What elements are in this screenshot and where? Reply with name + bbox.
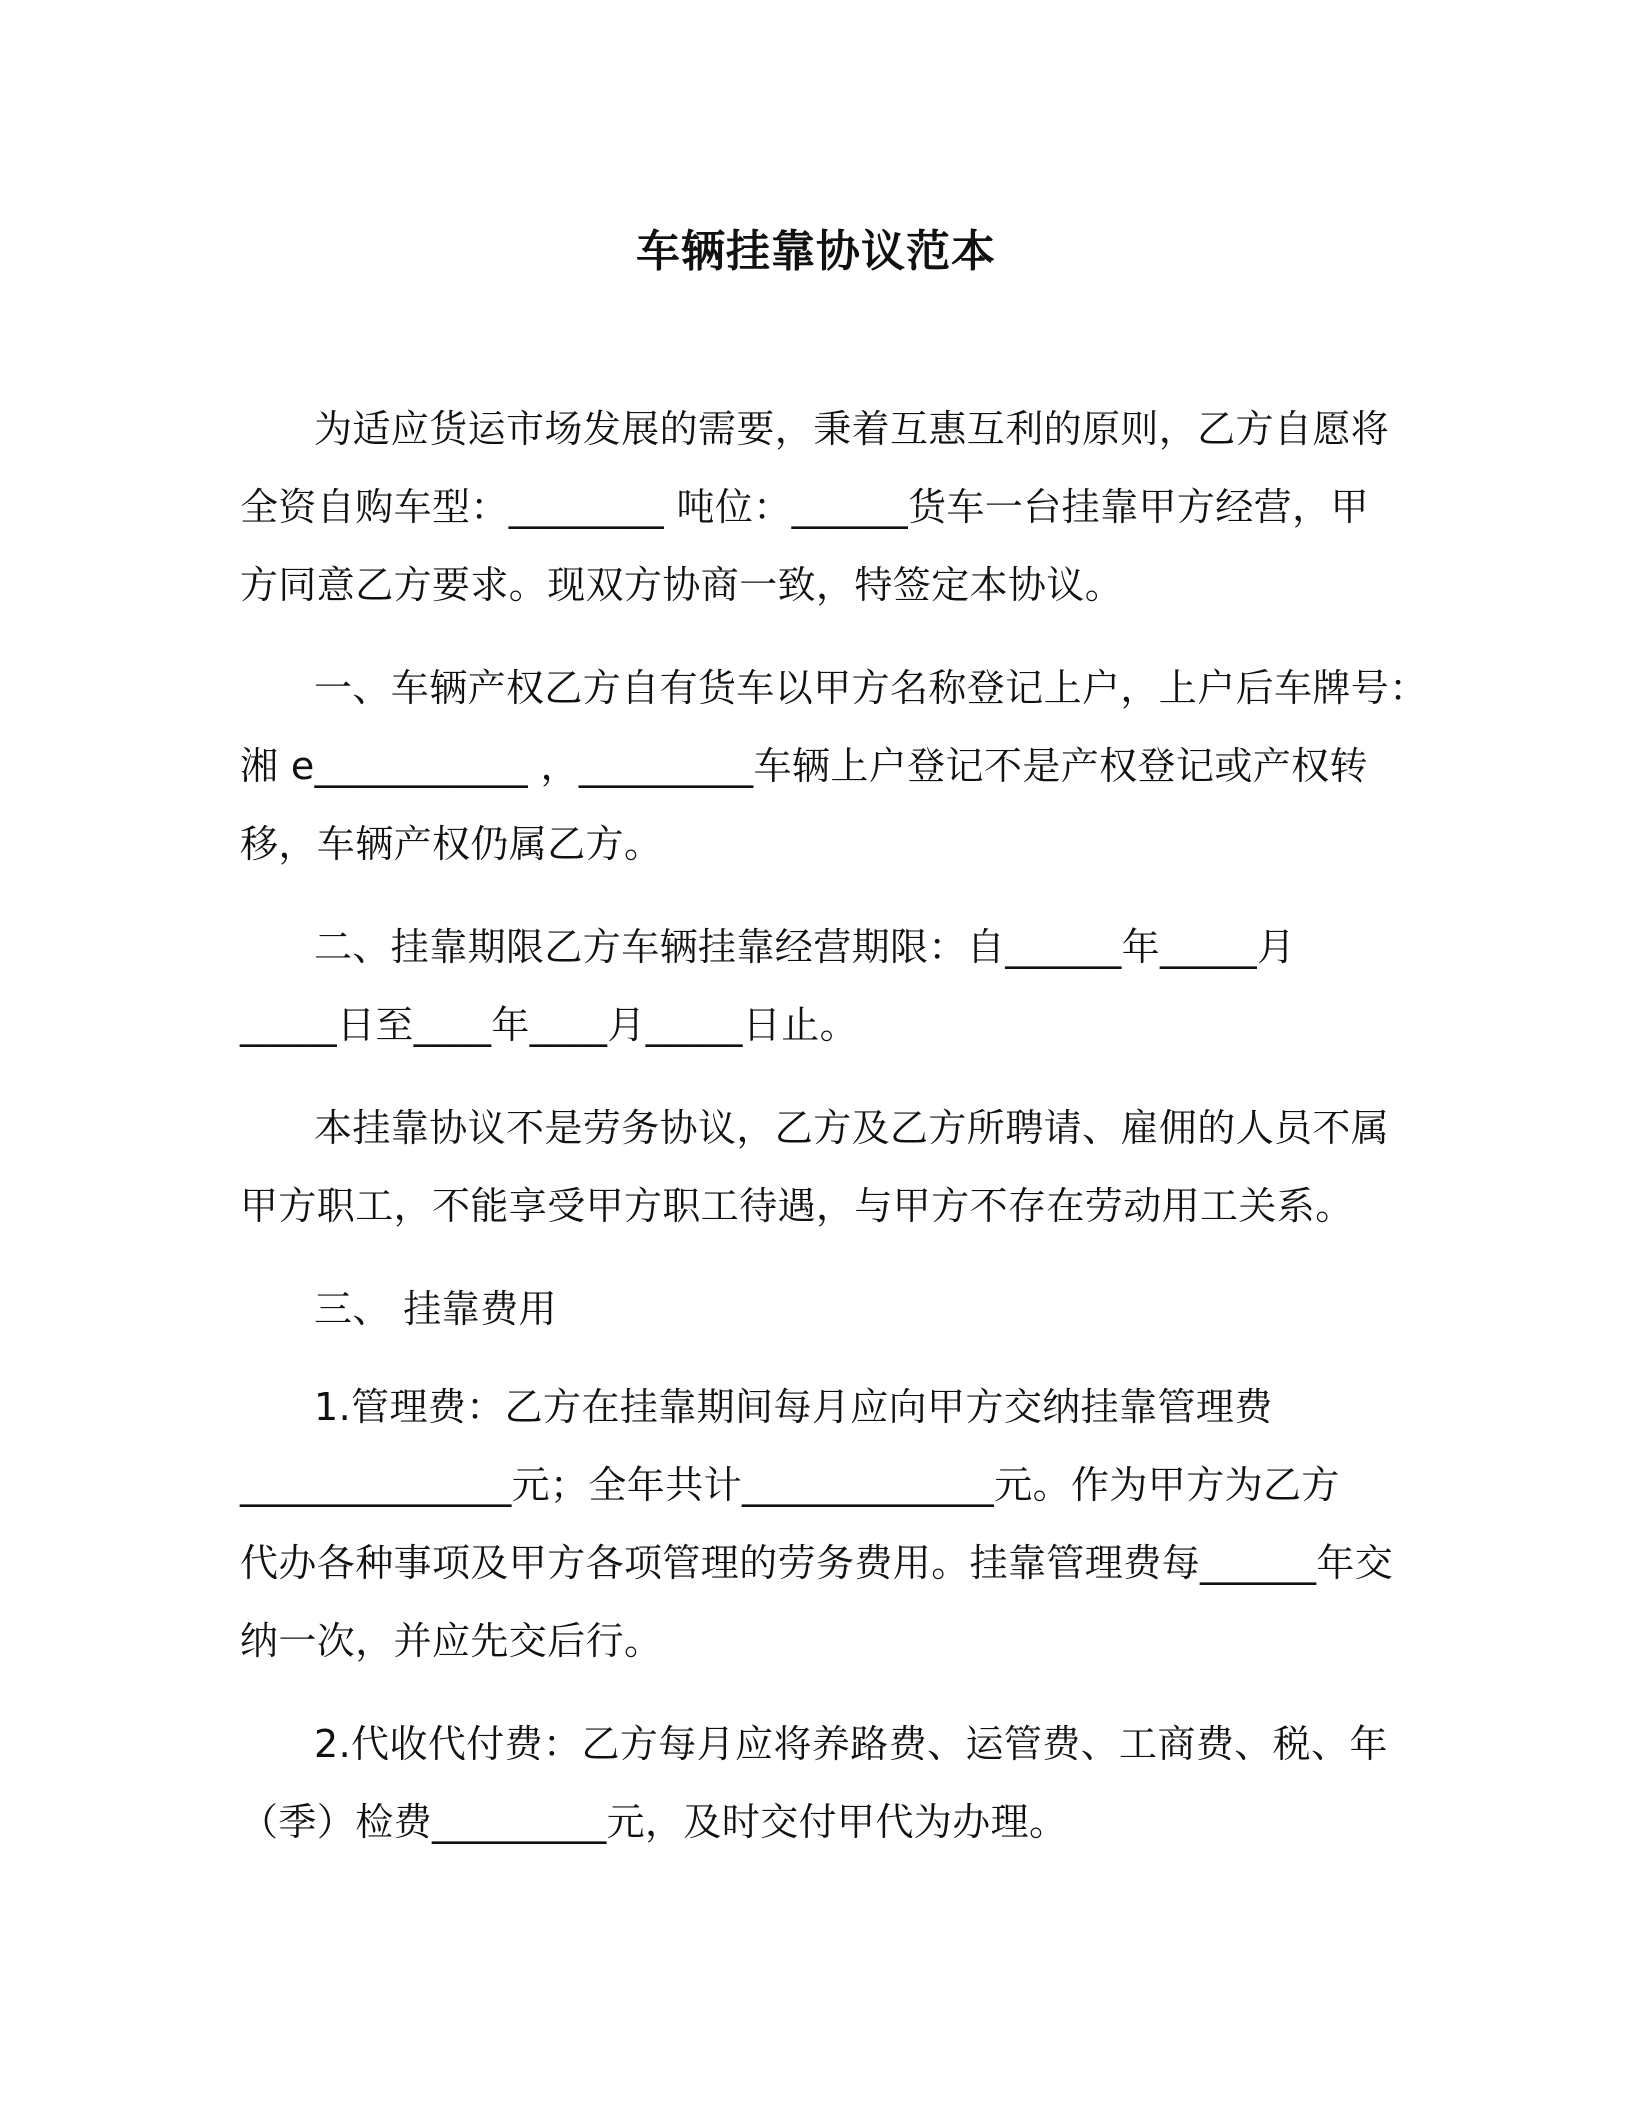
text-line: （季）检费_________元，及时交付甲代为办理。 [240,1800,1068,1844]
clause-2-paragraph [240,908,1375,1064]
section-heading: 三、 挂靠费用 [314,1287,557,1331]
text-line: 一、车辆产权乙方自有货车以甲方名称登记上户，上户后车牌号： [314,666,1428,710]
clause-3-heading [240,1270,1375,1348]
text-line: 甲方职工，不能享受甲方职工待遇，与甲方不存在劳动用工关系。 [240,1184,1354,1228]
clause-3-2-paragraph [240,1705,1388,1861]
non-labor-paragraph [240,1089,1390,1245]
text-line: 代办各种事项及甲方各项管理的劳务费用。挂靠管理费每______年交 [240,1541,1394,1585]
text-line: 全资自购车型：________ 吨位：______货车一台挂靠甲方经营，甲 [240,485,1369,529]
clause-1-paragraph [240,649,1428,883]
text-line: 本挂靠协议不是劳务协议，乙方及乙方所聘请、雇佣的人员不属 [314,1106,1390,1150]
intro-paragraph [240,390,1390,624]
clause-3-1-paragraph [240,1368,1394,1680]
document-title: 车辆挂靠协议范本 [636,226,996,277]
text-line: 为适应货运市场发展的需要，秉着互惠互利的原则，乙方自愿将 [314,407,1390,451]
text-line: 方同意乙方要求。现双方协商一致，特签定本协议。 [240,563,1124,607]
text-line: 纳一次，并应先交后行。 [240,1619,663,1663]
text-line: _____日至____年____月_____日止。 [240,1003,859,1047]
document-body [240,390,1428,1886]
text-line: 2.代收代付费：乙方每月应将养路费、运管费、工商费、税、年 [314,1722,1388,1766]
text-line: 移，车辆产权仍属乙方。 [240,822,663,866]
text-line: 二、挂靠期限乙方车辆挂靠经营期限：自______年_____月 [314,925,1296,969]
text-line: 湘 e___________ ，_________车辆上户登记不是产权登记或产权转 [240,744,1368,788]
text-line: ______________元；全年共计_____________元。作为甲方为乙方 [240,1463,1340,1507]
text-line: 1.管理费：乙方在挂靠期间每月应向甲方交纳挂靠管理费 [314,1385,1273,1429]
